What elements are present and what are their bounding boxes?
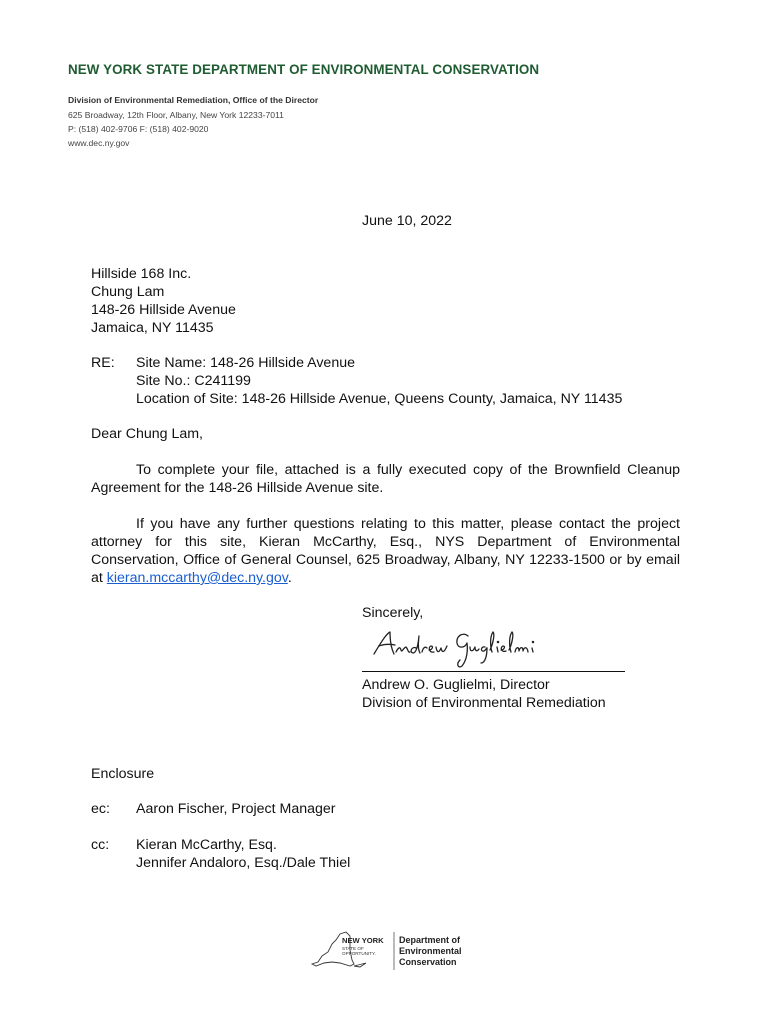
- cc-label: cc:: [91, 837, 110, 853]
- ec-recipient: Aaron Fischer, Project Manager: [136, 801, 336, 817]
- cc-recipient-2: Jennifer Andaloro, Esq./Dale Thiel: [136, 855, 351, 871]
- signer-name-title: Andrew O. Guglielmi, Director: [362, 677, 550, 693]
- paragraph-2-end: .: [287, 570, 292, 586]
- nys-dec-logo: [310, 930, 470, 972]
- letter-date: June 10, 2022: [362, 213, 452, 229]
- re-site-no: Site No.: C241199: [136, 373, 251, 389]
- recipient-name: Chung Lam: [91, 284, 165, 300]
- salutation: Dear Chung Lam,: [91, 426, 203, 442]
- enclosure: Enclosure: [91, 766, 155, 782]
- paragraph-2: [91, 515, 680, 587]
- logo-opportunity-text: OPPORTUNITY.: [342, 951, 376, 956]
- logo-state-of-text: STATE OF: [342, 946, 364, 951]
- signature-line: [362, 671, 625, 672]
- new-york-state-outline-icon: [310, 930, 470, 972]
- handwritten-signature: [370, 626, 560, 670]
- email-link[interactable]: kieran.mccarthy@dec.ny.gov: [106, 570, 288, 586]
- paragraph-1-text: To complete your file, attached is a fully executed copy of the Brownfield Cleanup Agreement for the 148-26 Hillside Avenue site.: [91, 462, 680, 496]
- paragraph-1: [91, 461, 680, 497]
- logo-env-text: Environmental: [399, 946, 462, 956]
- re-block: [136, 354, 622, 408]
- closing: Sincerely,: [362, 605, 424, 621]
- cc-recipient-1: Kieran McCarthy, Esq.: [136, 837, 277, 853]
- paragraph-2-text: If you have any further questions relating to this matter, please contact the project attorney for this site, Kieran McCarthy, Esq., NYS Department of Environmental Conservation, Office of General Counsel, 625 Broadway, Albany, NY 12233-1500 or by email at: [91, 516, 680, 586]
- signer-division: Division of Environmental Remediation: [362, 695, 606, 711]
- logo-cons-text: Conservation: [399, 957, 457, 967]
- recipient-company: Hillside 168 Inc.: [91, 266, 192, 282]
- phone-fax-line: P: (518) 402-9706 F: (518) 402-9020: [68, 124, 209, 134]
- re-location: Location of Site: 148-26 Hillside Avenue, Queens County, Jamaica, NY 11435: [136, 391, 623, 407]
- logo-dept-text: Department of: [399, 935, 461, 945]
- website-line: www.dec.ny.gov: [68, 138, 130, 148]
- division-line: Division of Environmental Remediation, Office of the Director: [68, 95, 319, 105]
- logo-ny-text: NEW YORK: [342, 936, 384, 945]
- recipient-block: [91, 265, 236, 337]
- address-line: 625 Broadway, 12th Floor, Albany, New York 12233-7011: [68, 110, 284, 120]
- re-site-name: Site Name: 148-26 Hillside Avenue: [136, 355, 355, 371]
- signer-block: [362, 676, 606, 712]
- agency-name: NEW YORK STATE DEPARTMENT OF ENVIRONMENTAL CONSERVATION: [68, 62, 540, 77]
- recipient-city: Jamaica, NY 11435: [91, 320, 214, 336]
- cc-block: [136, 836, 350, 872]
- recipient-street: 148-26 Hillside Avenue: [91, 302, 236, 318]
- re-label: RE:: [91, 355, 115, 371]
- ec-label: ec:: [91, 801, 110, 817]
